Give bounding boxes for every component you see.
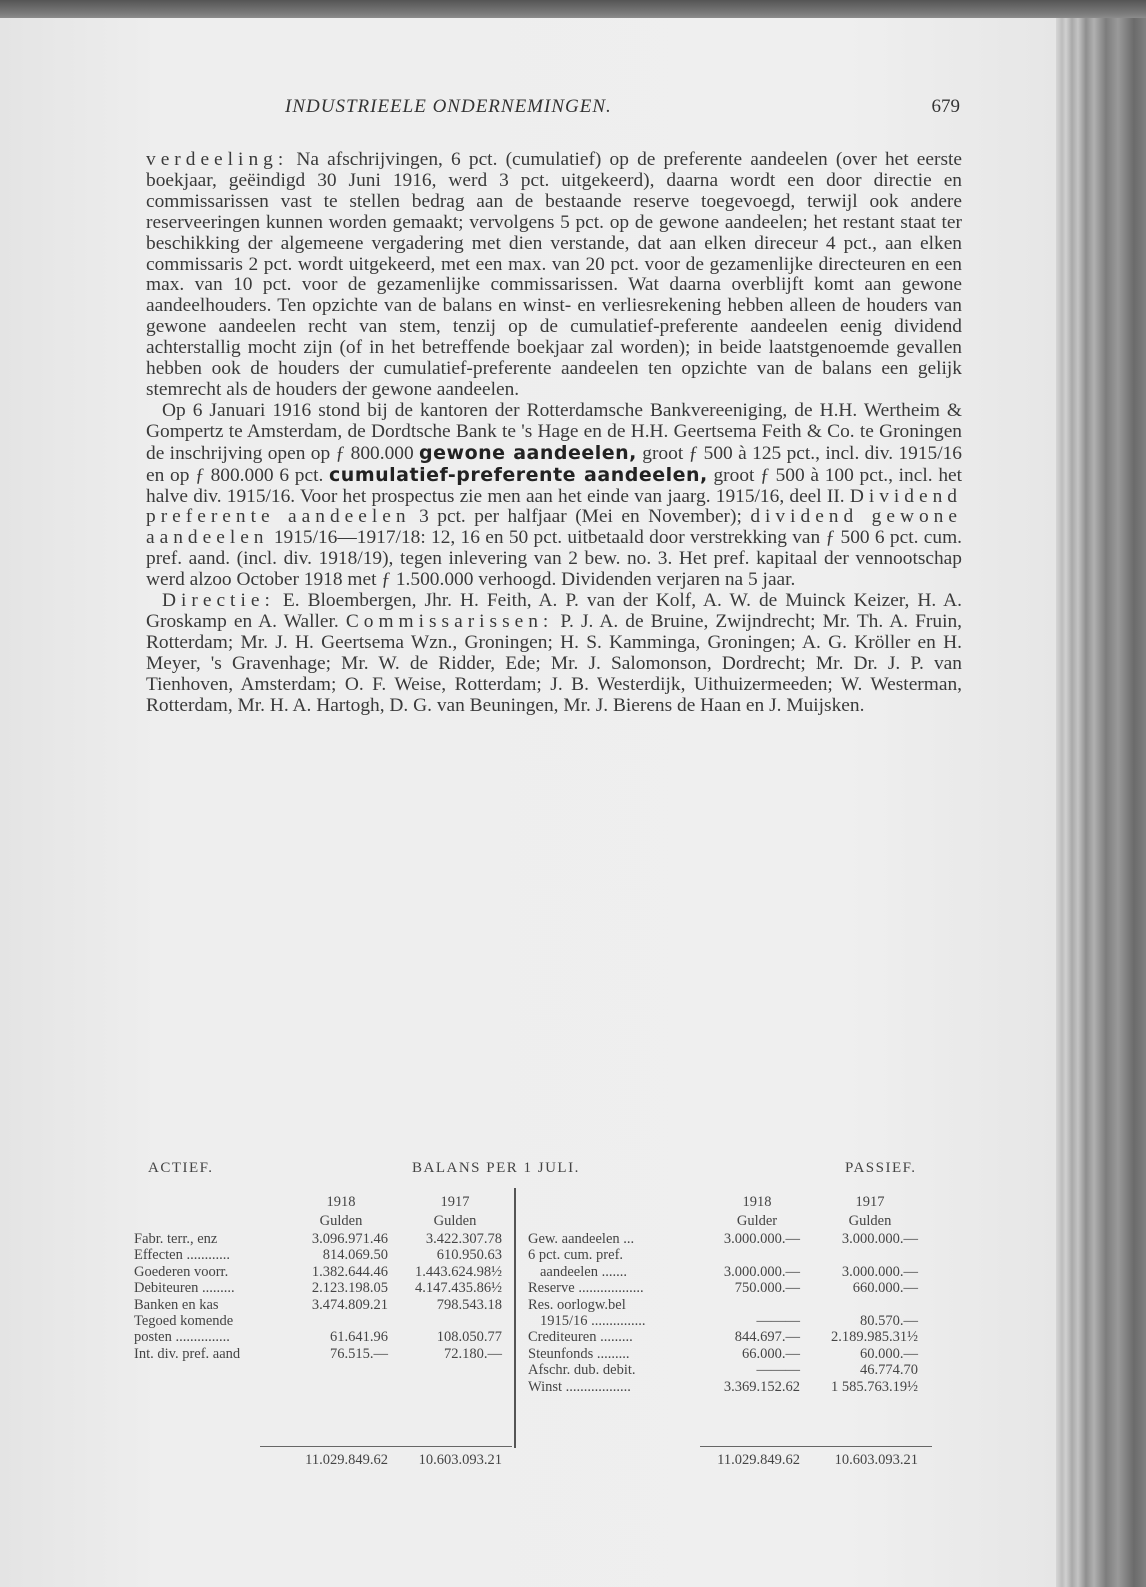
- actief-row-label: Goederen voorr.: [134, 1263, 229, 1280]
- passief-label: PASSIEF.: [845, 1160, 917, 1176]
- passief-row-label: Afschr. dub. debit.: [528, 1362, 636, 1379]
- actief-row-label: posten ...............: [134, 1329, 230, 1346]
- passief-row-label: 6 pct. cum. pref.: [528, 1247, 624, 1264]
- passief-row-1917: 60.000.—: [860, 1345, 918, 1362]
- passief-row-1918: 66.000.—: [742, 1345, 800, 1362]
- passief-row-1918: 844.697.—: [734, 1329, 800, 1346]
- passief-row-label: 1915/16 ...............: [540, 1313, 646, 1329]
- passief-row-label: Gew. aandeelen ...: [528, 1231, 635, 1247]
- total-rule-right: [700, 1446, 932, 1447]
- total-rule-left: [260, 1446, 512, 1447]
- spaced-lead: verdeeling:: [146, 149, 289, 170]
- text: groot ƒ 500 à 100 pct., incl. het halve div. 1915/16. Voor het prospectus zie men aan het einde van jaarg. 1915/16, deel II.: [146, 464, 963, 507]
- spaced-dividend-gewone: dividend gewone aandeelen: [146, 506, 962, 549]
- col-header-year: 1918: [326, 1194, 356, 1210]
- passief-row-label: Crediteuren .........: [528, 1329, 633, 1346]
- spaced-directie: Directie:: [162, 590, 275, 612]
- passief-row-1917: 2.189.985.31½: [831, 1329, 918, 1346]
- text: E. Bloembergen, Jhr. H. Feith, A. P. van der Kolf, A. W. de Muinck Keizer, H. A. Groskamp en A. Waller.: [146, 590, 962, 632]
- spaced-dividend-preferente: Dividend preferente aandeelen: [146, 485, 962, 528]
- passief-row-1917: 46.774.70: [860, 1362, 918, 1379]
- actief-row-1917: 4.147.435.86½: [415, 1280, 502, 1297]
- actief-row-label: Debiteuren .........: [134, 1280, 235, 1297]
- actief-row-1918: 2.123.198.05: [311, 1280, 388, 1297]
- text: 1915/16—1917/18: 12, 16 en 50 pct. uitbetaald door verstrekking van ƒ 500 6 pct. cum. pref. aand. (incl. div. 1918/19), tegen inlevering van 2 bew. no. 3. Het pref. kapitaal der vennootschap werd alzoo October 1918 met ƒ 1.500.000 verhoogd. Dividenden verjaren na 5 jaar.: [146, 527, 962, 591]
- actief-row-1917: 798.543.18: [436, 1296, 502, 1313]
- actief-row-label: Tegoed komende: [134, 1313, 234, 1329]
- actief-row-1917: 610.950.63: [436, 1247, 502, 1264]
- col-header-year: 1917: [855, 1194, 885, 1210]
- actief-row-1917: 108.050.77: [436, 1329, 502, 1346]
- passief-row-1918: ———: [756, 1313, 800, 1329]
- book-spine-edge: [1056, 18, 1146, 1587]
- actief-row-label: Effecten ............: [134, 1247, 230, 1264]
- actief-row-1917: 72.180.—: [444, 1345, 502, 1362]
- actief-row-1918: 814.069.50: [322, 1247, 388, 1264]
- total-passief-1917: 10.603.093.21: [834, 1452, 918, 1468]
- spaced-commissarissen: Commissarissen:: [345, 610, 554, 632]
- actief-row-1918: 76.515.—: [330, 1345, 388, 1362]
- running-title: INDUSTRIEELE ONDERNEMINGEN.: [285, 96, 612, 117]
- actief-row-1918: 3.096.971.46: [311, 1231, 388, 1247]
- passief-row-1917: 660.000.—: [852, 1280, 918, 1297]
- passief-row-1917: 3.000.000.—: [841, 1231, 918, 1247]
- total-passief-1918: 11.029.849.62: [717, 1452, 800, 1468]
- col-header-unit: Gulden: [433, 1213, 477, 1229]
- passief-row-label: Reserve ..................: [528, 1280, 644, 1297]
- passief-row-1917: 1 585.763.19½: [831, 1378, 918, 1395]
- text: 3 pct. per halfjaar (Mei en November);: [410, 506, 751, 528]
- actief-row-label: Int. div. pref. aand: [134, 1345, 241, 1362]
- passief-row-1917: 80.570.—: [860, 1313, 918, 1329]
- passief-row-label: aandeelen .......: [540, 1263, 627, 1280]
- paragraph-text: Na afschrijvingen, 6 pct. (cumulatief) op de preferente aandeelen (over het eerste boekjaar, geëindigd 30 Juni 1916, werd 3 pct. uitgekeerd), daarna wordt een door directie en commissarissen vast te stellen bedrag aan de bestaande reserve toegevoegd, terwijl ook andere reserveeringen kunnen worden gemaakt; vervolgens 5 pct. op de gewone aandeelen; het restant staat ter beschikking der algemeene vergadering met dien verstande, dat aan elken direceur 4 pct., aan elken commissaris 2 pct. wordt uitgekeerd, met een max. van 20 pct. voor de gezamenlijke directeuren en een max. van 10 pct. voor de gezamenlijke commissarissen. Wat daarna overblijft komt aan gewone aandeelhouders. Ten opzichte van de balans en winst- en verliesrekening hebben alleen de houders van gewone aandeelen recht van stem, tenzij op de cumulatief-preferente aandeelen eenig dividend achterstallig mocht zijn (of in het betreffende boekjaar zal worden); in beide laatstgenoemde gevallen hebben ook de houders der cumulatief-preferente aandeelen ten opzichte van de balans een gelijk stemrecht als de houders der gewone aandeelen.: [146, 149, 962, 400]
- col-header-year: 1917: [440, 1194, 470, 1210]
- passief-row-label: Winst ..................: [528, 1378, 631, 1395]
- passief-row-1918: 3.000.000.—: [723, 1231, 800, 1247]
- col-header-unit: Gulden: [319, 1213, 363, 1229]
- passief-row-1918: 3.369.152.62: [723, 1378, 800, 1395]
- page-number: 679: [931, 96, 960, 117]
- passief-row-1918: 750.000.—: [734, 1280, 800, 1297]
- passief-row-1917: 3.000.000.—: [841, 1263, 918, 1280]
- text: Op 6 Januari 1916 stond bij de kantoren der Rotterdamsche Bankvereeniging, de H.H. Wertheim & Gompertz te Amsterdam, de Dordtsche Bank te 's Hage en de H.H. Geertsema Feith & Co. te Groningen de inschrijving open op ƒ 800.000: [146, 399, 962, 464]
- actief-label: ACTIEF.: [148, 1160, 214, 1176]
- actief-row-1917: 1.443.624.98½: [415, 1263, 502, 1280]
- balance-title: BALANS PER 1 JULI.: [412, 1160, 580, 1176]
- actief-row-1918: 61.641.96: [330, 1329, 388, 1346]
- col-header-unit: Gulden: [848, 1213, 892, 1229]
- actief-row-1918: 1.382.644.46: [311, 1263, 388, 1280]
- col-header-unit: Gulder: [736, 1213, 778, 1229]
- text: P. J. A. de Bruine, Zwijndrecht; Mr. Th. A. Fruin, Rotterdam; Mr. J. H. Geertsema Wzn., Groningen; H. S. Kamminga, Groningen; A. G. Kröller en H. Meyer, 's Gravenhage; Mr. W. de Ridder, Ede; Mr. J. Salomonson, Dordrecht; Mr. Dr. J. P. van Tienhoven, Amsterdam; O. F. Weise, Rotterdam; J. B. Westerdijk, Uithuizermeeden; W. Westerman, Rotterdam, Mr. H. A. Hartogh, D. G. van Beuningen, Mr. J. Bierens de Haan en J. Muijsken.: [146, 610, 963, 716]
- col-header-year: 1918: [742, 1194, 772, 1210]
- total-actief-1918: 11.029.849.62: [305, 1452, 388, 1468]
- bold-gewone-aandeelen: gewone aandeelen,: [419, 441, 637, 464]
- total-actief-1917: 10.603.093.21: [418, 1452, 502, 1468]
- actief-row-label: Banken en kas: [134, 1296, 219, 1313]
- passief-row-1918: 3.000.000.—: [723, 1263, 800, 1280]
- text: groot ƒ 500 à 125 pct., incl. div. 1915/16 en op ƒ 800.000 6 pct.: [146, 442, 962, 486]
- passief-row-1918: ———: [756, 1362, 800, 1379]
- actief-row-label: Fabr. terr., enz: [134, 1231, 218, 1247]
- bold-cumulatief-preferente: cumulatief-preferente aandeelen,: [329, 463, 708, 486]
- passief-row-label: Res. oorlogw.bel: [528, 1296, 626, 1313]
- actief-row-1918: 3.474.809.21: [311, 1296, 388, 1313]
- column-divider: [514, 1188, 516, 1448]
- actief-row-1917: 3.422.307.78: [425, 1231, 502, 1247]
- passief-row-label: Steunfonds .........: [528, 1345, 630, 1362]
